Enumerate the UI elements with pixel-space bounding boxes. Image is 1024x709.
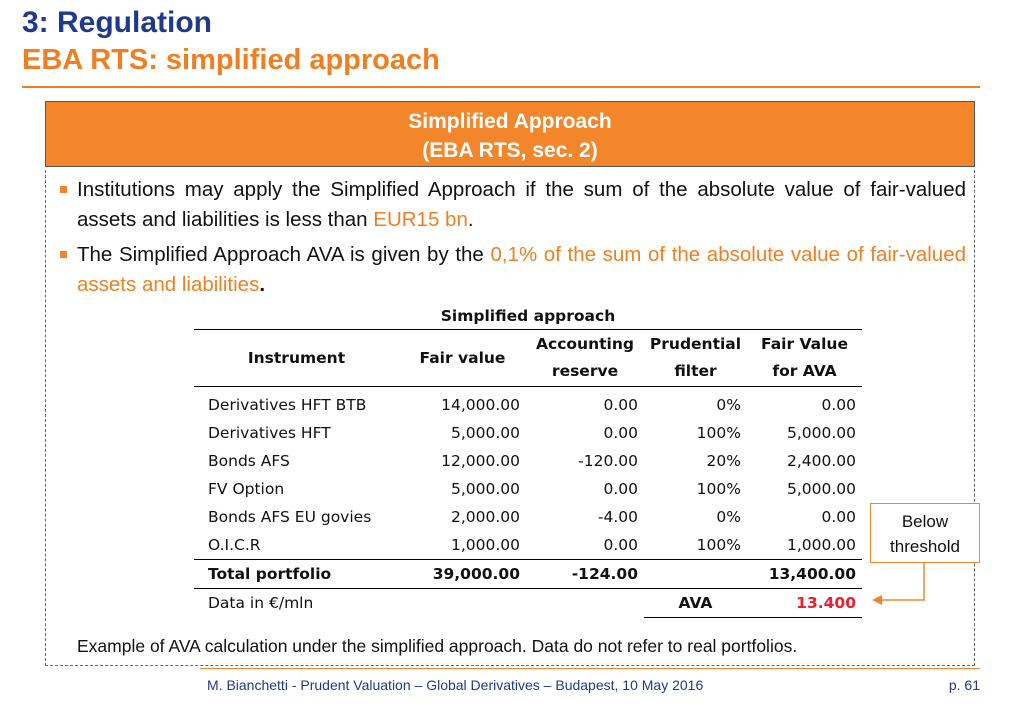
cell-fair-value: 12,000.00: [441, 452, 520, 470]
slide-title: 3: Regulation: [22, 6, 213, 39]
callout-arrow-head: [872, 595, 882, 605]
cell-prudential-filter: 0%: [716, 508, 741, 526]
cell-fair-value: 5,000.00: [450, 424, 520, 442]
cell-prudential-filter: 100%: [696, 536, 741, 554]
bullet-text: The Simplified Approach AVA is given by the 0,1% of the sum of the absolute value of fair-valued assets and liabilities.: [77, 243, 966, 296]
bullet-highlight: EUR15 bn: [373, 208, 468, 231]
banner-line-1: Simplified Approach: [408, 110, 612, 133]
ava-value: 13.400: [747, 589, 862, 618]
cell-total-fair-value: 39,000.00: [399, 560, 526, 589]
header-fair-value-ava: Fair Value for AVA: [747, 330, 862, 387]
cell-instrument: FV Option: [208, 480, 285, 498]
cell-instrument: O.I.C.R: [208, 536, 261, 554]
cell-fair-value-ava: 2,400.00: [786, 452, 856, 470]
ava-label: AVA: [644, 589, 747, 618]
cell-accounting-reserve: 0.00: [603, 396, 638, 414]
table-caption: Example of AVA calculation under the simplified approach. Data do not refer to real portfolios.: [77, 636, 798, 656]
callout-arrow-line: [880, 563, 924, 600]
cell-fair-value-ava: 1,000.00: [786, 536, 856, 554]
footer-divider: [200, 668, 980, 669]
cell-accounting-reserve: 0.00: [603, 536, 638, 554]
cell-fair-value-ava: 5,000.00: [786, 424, 856, 442]
cell-prudential-filter: 0%: [716, 396, 741, 414]
cell-fair-value-ava: 0.00: [821, 508, 856, 526]
cell-accounting-reserve: 0.00: [603, 424, 638, 442]
cell-accounting-reserve: -4.00: [597, 508, 638, 526]
cell-prudential-filter: 100%: [696, 424, 741, 442]
cell-fair-value: 5,000.00: [450, 480, 520, 498]
cell-fair-value-ava: 0.00: [821, 396, 856, 414]
callout-line-2: threshold: [890, 537, 960, 556]
cell-total-label: Total portfolio: [194, 560, 399, 589]
footer-text: M. Bianchetti - Prudent Valuation – Global Derivatives – Budapest, 10 May 2016: [207, 677, 704, 693]
cell-fair-value: 1,000.00: [450, 536, 520, 554]
cell-accounting-reserve: -120.00: [578, 452, 638, 470]
cell-instrument: Derivatives HFT: [208, 424, 331, 442]
slide-subtitle: EBA RTS: simplified approach: [22, 44, 440, 76]
cell-accounting-reserve: 0.00: [603, 480, 638, 498]
header-fair-value: Fair value: [399, 330, 526, 387]
cell-prudential-filter: 20%: [706, 452, 741, 470]
cell-fair-value-ava: 5,000.00: [786, 480, 856, 498]
cell-prudential-filter: 100%: [696, 480, 741, 498]
cell-fair-value: 2,000.00: [450, 508, 520, 526]
header-prudential-filter: Prudential filter: [644, 330, 747, 387]
page-number: p. 61: [948, 677, 980, 693]
header-accounting-reserve: Accounting reserve: [526, 330, 644, 387]
cell-total-accounting-reserve: -124.00: [526, 560, 644, 589]
bullet-text: Institutions may apply the Simplified Approach if the sum of the absolute value of fair-valued assets and liabilities is less than EUR15 bn.: [77, 178, 966, 231]
table-title: Simplified approach: [440, 307, 616, 325]
cell-instrument: Bonds AFS: [208, 452, 290, 470]
data-unit-note: Data in €/mln: [208, 594, 314, 613]
cell-fair-value: 14,000.00: [441, 396, 520, 414]
header-instrument: Instrument: [194, 330, 399, 387]
cell-instrument: Derivatives HFT BTB: [208, 396, 367, 414]
bullet-highlight: 0,1% of the sum of the absolute value of fair-valued assets and liabilities: [77, 243, 966, 296]
callout-line-1: Below: [901, 512, 949, 531]
banner-line-2: (EBA RTS, sec. 2): [422, 139, 598, 162]
cell-total-fair-value-ava: 13,400.00: [747, 560, 862, 589]
cell-instrument: Bonds AFS EU govies: [208, 508, 372, 526]
